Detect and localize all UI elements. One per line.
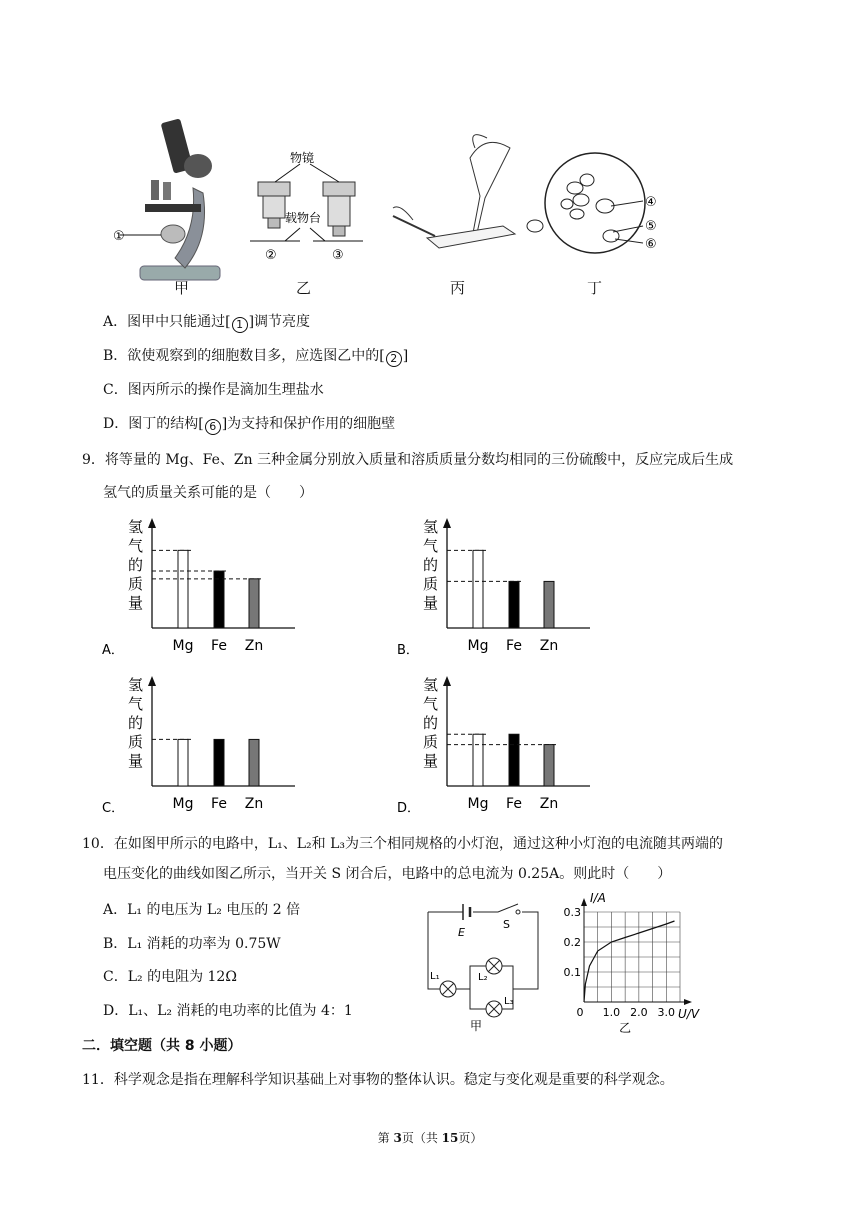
circuit-svg (418, 894, 548, 1034)
x-axis-arrow (684, 999, 692, 1005)
category-label: Zn (244, 796, 264, 812)
y-axis-label-char: 的 (423, 714, 439, 732)
option-text: B．欲使观察到的细胞数目多，应选图乙中的[ (103, 348, 385, 364)
circuit-label-l2: L₂ (478, 972, 488, 983)
cell-mark-5: ⑤ (645, 219, 657, 234)
y-axis-label-char: 量 (423, 752, 439, 770)
y-axis-label-char: 质 (423, 575, 439, 593)
category-label: Fe (211, 638, 227, 654)
y-axis-label-char: 氢 (128, 518, 144, 536)
fig-label-jia: 甲 (174, 279, 190, 297)
y-axis-label-char: 氢 (423, 518, 439, 536)
bar-fe (214, 571, 224, 628)
y-axis-label-char: 气 (423, 537, 439, 555)
category-label: Mg (172, 638, 194, 654)
chart-b-svg (395, 510, 605, 660)
y-axis-label-char: 量 (423, 594, 439, 612)
y-axis-label-char: 的 (128, 714, 144, 732)
fig-label-yi: 乙 (296, 279, 312, 297)
y-axis-label-char: 气 (423, 695, 439, 713)
q11-stem: 11．科学观念是指在理解科学知识基础上对事物的整体认识。稳定与变化观是重要的科学观念。 (82, 1072, 674, 1088)
chart-a (100, 510, 310, 660)
chart-b (395, 510, 605, 660)
y-tick-label: 0.2 (563, 936, 581, 949)
circuit-label-s: S (503, 918, 510, 931)
bar-zn (249, 579, 259, 628)
y-tick-label: 0.1 (563, 966, 581, 979)
q8-option-d (103, 414, 395, 435)
chart-c-svg (100, 668, 310, 818)
circled-number: 1 (232, 317, 248, 333)
option-text: D．图丁的结构[ (103, 416, 204, 432)
y-axis-label-char: 质 (128, 575, 144, 593)
option-text: ] (402, 348, 409, 364)
y-tick-label: 0.3 (563, 906, 581, 919)
footer-text: 页） (458, 1131, 483, 1145)
chart-caption: 乙 (619, 1021, 632, 1035)
category-label: Fe (506, 796, 522, 812)
microscope-illustration (120, 118, 220, 280)
bar-zn (544, 745, 554, 786)
option-letter: C． (102, 801, 125, 816)
q8-option-a (103, 312, 310, 333)
category-label: Zn (539, 638, 559, 654)
cells-illustration (527, 153, 645, 253)
footer-page-number: 3 (393, 1131, 402, 1145)
q9-stem-line2: 氢气的质量关系可能的是（ ） (103, 485, 313, 501)
bar-mg (178, 550, 188, 628)
fig-label-ding: 丁 (587, 279, 603, 297)
iu-graph-svg (560, 890, 700, 1035)
y-axis-label-char: 气 (128, 537, 144, 555)
bar-fe (509, 734, 519, 786)
page-footer (0, 1128, 860, 1148)
stage-label: 载物台 (285, 211, 322, 225)
y-axis-arrow (581, 898, 587, 906)
y-axis-arrow (148, 518, 156, 528)
category-label: Fe (506, 638, 522, 654)
x-tick-label: 3.0 (657, 1006, 676, 1019)
q10-stem-line1: 10．在如图甲所示的电路中，L₁、L₂和 L₃为三个相同规格的小灯泡，通过这种小灯泡的电流随其两端的 (82, 836, 723, 852)
y-axis-label-char: 的 (128, 556, 144, 574)
q8-option-b (103, 346, 408, 367)
q10-option-a: A．L₁ 的电压为 L₂ 电压的 2 倍 (103, 902, 301, 918)
y-axis-label-char: 质 (423, 733, 439, 751)
fig-label-bing: 丙 (450, 279, 466, 297)
footer-text: 页（共 (401, 1131, 442, 1145)
chart-d (395, 668, 605, 818)
category-label: Mg (467, 796, 489, 812)
circuit-diagram (418, 894, 548, 1034)
y-axis-label-char: 的 (423, 556, 439, 574)
bar-fe (214, 739, 224, 786)
option-text: C．图丙所示的操作是滴加生理盐水 (103, 382, 324, 398)
circled-number: 2 (386, 351, 402, 367)
option-letter: D． (397, 801, 421, 816)
q10-option-d: D．L₁、L₂ 消耗的电功率的比值为 4：1 (103, 1003, 353, 1019)
bar-zn (544, 581, 554, 628)
microscope-part-mark: ① (113, 229, 125, 244)
dropper-illustration (393, 135, 515, 248)
y-axis-label-char: 氢 (128, 676, 144, 694)
x-tick-label: 1.0 (602, 1006, 621, 1019)
option-text: A．图甲中只能通过[ (103, 314, 231, 330)
y-axis-label: I/A (590, 891, 606, 905)
option-letter: B． (397, 643, 419, 658)
q10-option-b: B．L₁ 消耗的功率为 0.75W (103, 936, 281, 952)
bar-zn (249, 739, 259, 786)
circled-number: 6 (205, 419, 221, 435)
option-text: ]为支持和保护作用的细胞壁 (221, 416, 396, 432)
footer-text: 第 (377, 1131, 394, 1145)
y-axis-arrow (443, 518, 451, 528)
chart-a-svg (100, 510, 310, 660)
category-label: Zn (539, 796, 559, 812)
footer-total-pages: 15 (441, 1131, 459, 1145)
y-axis-label-char: 质 (128, 733, 144, 751)
objectives-illustration (250, 164, 363, 241)
chart-d-svg (395, 668, 605, 818)
q10-stem-line2: 电压变化的曲线如图乙所示，当开关 S 闭合后，电路中的总电流为 0.25A。则此时（ ） (103, 866, 672, 882)
category-label: Fe (211, 796, 227, 812)
x-tick-label: 0 (576, 1006, 584, 1019)
x-tick-label: 2.0 (630, 1006, 648, 1019)
section-heading: 二．填空题（共 8 小题） (82, 1038, 242, 1054)
bar-mg (473, 550, 483, 628)
option-text: ]调节亮度 (248, 314, 311, 330)
category-label: Mg (467, 638, 489, 654)
circuit-caption: 甲 (470, 1019, 483, 1033)
x-axis-label: U/V (678, 1007, 700, 1021)
y-axis-label-char: 气 (128, 695, 144, 713)
cell-mark-6: ⑥ (645, 237, 657, 252)
category-label: Mg (172, 796, 194, 812)
q10-option-c: C．L₂ 的电阻为 12Ω (103, 969, 237, 985)
chart-c (100, 668, 310, 818)
bar-fe (509, 581, 519, 628)
bar-mg (473, 734, 483, 786)
bar-mg (178, 739, 188, 786)
y-axis-label-char: 量 (128, 594, 144, 612)
iu-graph (560, 890, 700, 1035)
circuit-label-e: E (458, 926, 465, 939)
category-label: Zn (244, 638, 264, 654)
objective-label: 物镜 (290, 151, 315, 165)
q8-figure-drawing (115, 108, 675, 300)
y-axis-arrow (148, 676, 156, 686)
q9-stem-line1: 9．将等量的 Mg、Fe、Zn 三种金属分别放入质量和溶质质量分数均相同的三份硫酸中，反应完成后生成 (82, 452, 734, 468)
y-axis-arrow (443, 676, 451, 686)
q8-figure (115, 108, 675, 300)
option-letter: A． (102, 643, 124, 658)
cell-mark-4: ④ (645, 195, 657, 210)
q8-option-c (103, 380, 324, 400)
y-axis-label-char: 量 (128, 752, 144, 770)
objective-mark-3: ③ (332, 248, 344, 263)
circuit-label-l1: L₁ (430, 971, 440, 982)
circuit-label-l3: L₃ (504, 996, 514, 1007)
objective-mark-2: ② (265, 248, 277, 263)
y-axis-label-char: 氢 (423, 676, 439, 694)
